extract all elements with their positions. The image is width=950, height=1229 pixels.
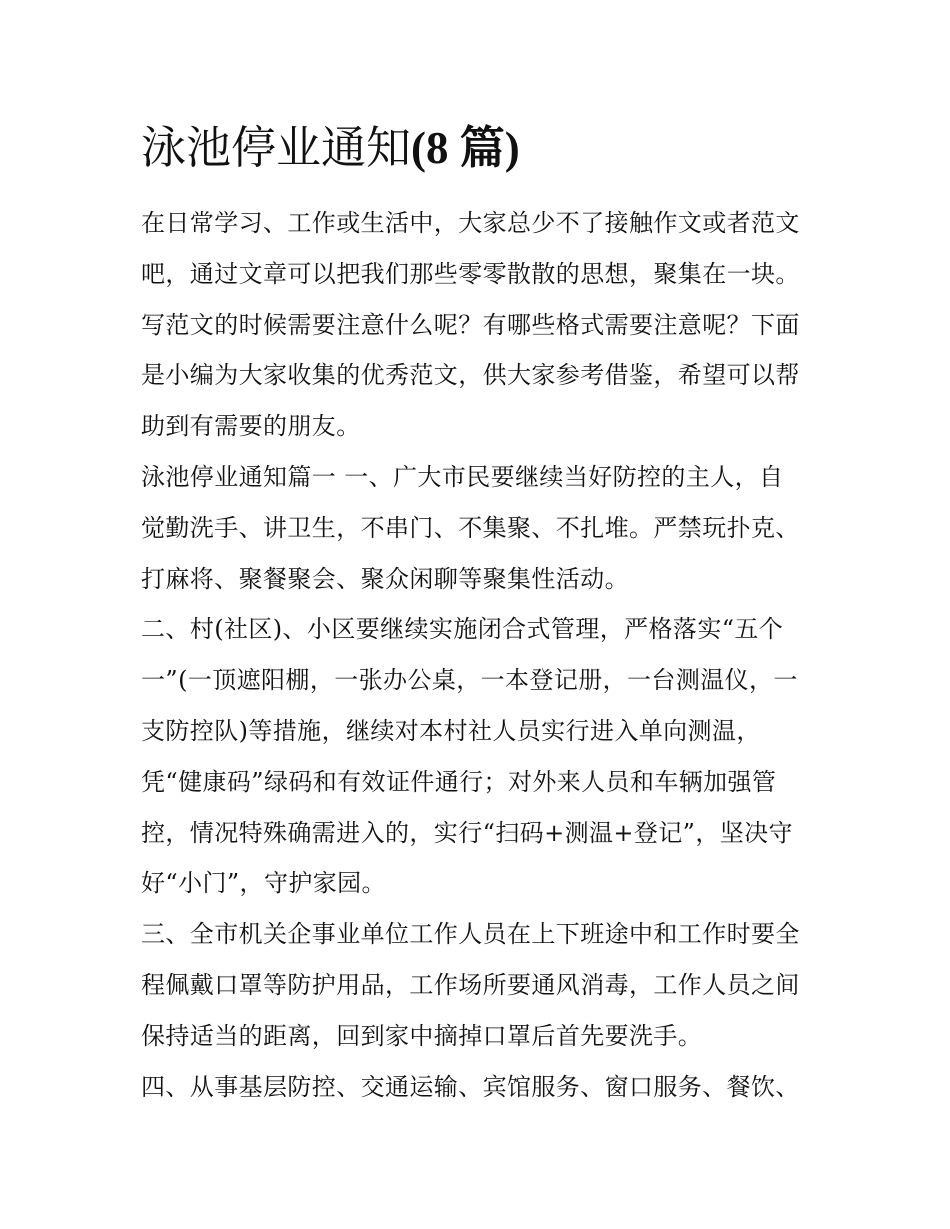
text-line: 吧，通过文章可以把我们那些零零散散的思想，聚集在一块。 (141, 259, 800, 288)
text-line: 凭“健康码”绿码和有效证件通行；对外来人员和车辆加强管 (141, 767, 777, 796)
text-line: 四、从事基层防控、交通运输、宾馆服务、窗口服务、餐饮、 (141, 1072, 800, 1101)
text-line: 助到有需要的朋友。 (141, 412, 361, 441)
text-line: 觉勤洗手、讲卫生，不串门、不集聚、不扎堆。严禁玩扑克、 (141, 513, 800, 542)
text-line: 写范文的时候需要注意什么呢？有哪些格式需要注意呢？下面 (141, 310, 800, 339)
page-title (141, 118, 520, 178)
text-line: 支防控队)等措施，继续对本村社人员实行进入单向测温， (141, 716, 761, 745)
text-line: 二、村(社区)、小区要继续实施闭合式管理，严格落实“五个 (141, 615, 784, 644)
text-line: 在日常学习、工作或生活中，大家总少不了接触作文或者范文 (141, 209, 800, 237)
title-main: 泳池停业通知 (141, 121, 412, 174)
text-line: 保持适当的距离，回到家中摘掉口罩后首先要洗手。 (141, 1021, 703, 1050)
text-line: 好“小门”，守护家园。 (141, 869, 386, 898)
text-line: 一”(一顶遮阳棚，一张办公桌，一本登记册，一台测温仪，一 (141, 666, 798, 695)
text-line: 三、全市机关企事业单位工作人员在上下班途中和工作时要全 (141, 920, 800, 949)
text-line: 控，情况特殊确需进入的，实行“扫码+测温+登记”，坚决守 (141, 818, 793, 847)
text-line: 程佩戴口罩等防护用品，工作场所要通风消毒，工作人员之间 (141, 970, 800, 999)
document-body (141, 198, 821, 1112)
text-line: 是小编为大家收集的优秀范文，供大家参考借鉴，希望可以帮 (141, 361, 800, 390)
text-line: 泳池停业通知篇一 一、广大市民要继续当好防控的主人，自 (141, 462, 784, 491)
title-count: (8 篇) (411, 123, 520, 173)
text-line: 打麻将、聚餐聚会、聚众闲聊等聚集性活动。 (141, 564, 629, 593)
